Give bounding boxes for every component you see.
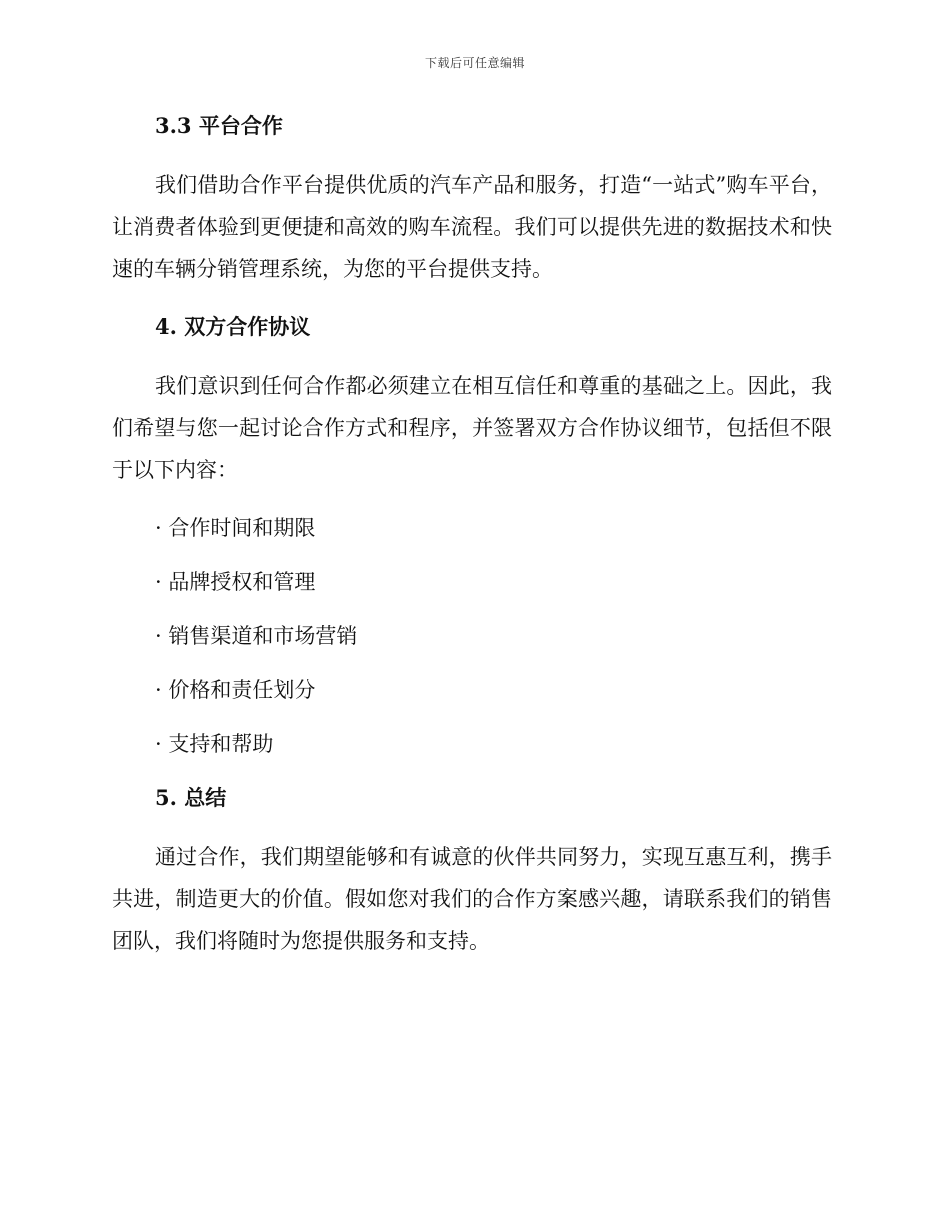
section-paragraph-agreement: 我们意识到任何合作都必须建立在相互信任和尊重的基础之上。因此，我们希望与您一起讨论合作方式和程序，并签署双方合作协议细节，包括但不限于以下内容： <box>112 374 832 482</box>
list-item: · 支持和帮助 <box>155 732 274 756</box>
page-header: 下载后可任意编辑 <box>424 56 525 70</box>
section-heading-platform: 3.3 平台合作 <box>155 113 283 138</box>
section-heading-agreement: 4. 双方合作协议 <box>155 314 311 339</box>
section-paragraph-platform: 我们借助合作平台提供优质的汽车产品和服务，打造“一站式”购车平台，让消费者体验到更便捷和高效的购车流程。我们可以提供先进的数据技术和快速的车辆分销管理系统，为您的平台提供支持。 <box>112 173 832 281</box>
list-item: · 合作时间和期限 <box>155 516 316 540</box>
list-item: · 品牌授权和管理 <box>155 570 316 594</box>
list-item: · 价格和责任划分 <box>155 678 316 702</box>
document-body <box>112 108 832 962</box>
section-heading-summary: 5. 总结 <box>155 785 227 810</box>
list-item: · 销售渠道和市场营销 <box>155 624 358 648</box>
section-paragraph-summary: 通过合作，我们期望能够和有诚意的伙伴共同努力，实现互惠互利，携手共进，制造更大的价值。假如您对我们的合作方案感兴趣，请联系我们的销售团队，我们将随时为您提供服务和支持。 <box>112 845 832 953</box>
